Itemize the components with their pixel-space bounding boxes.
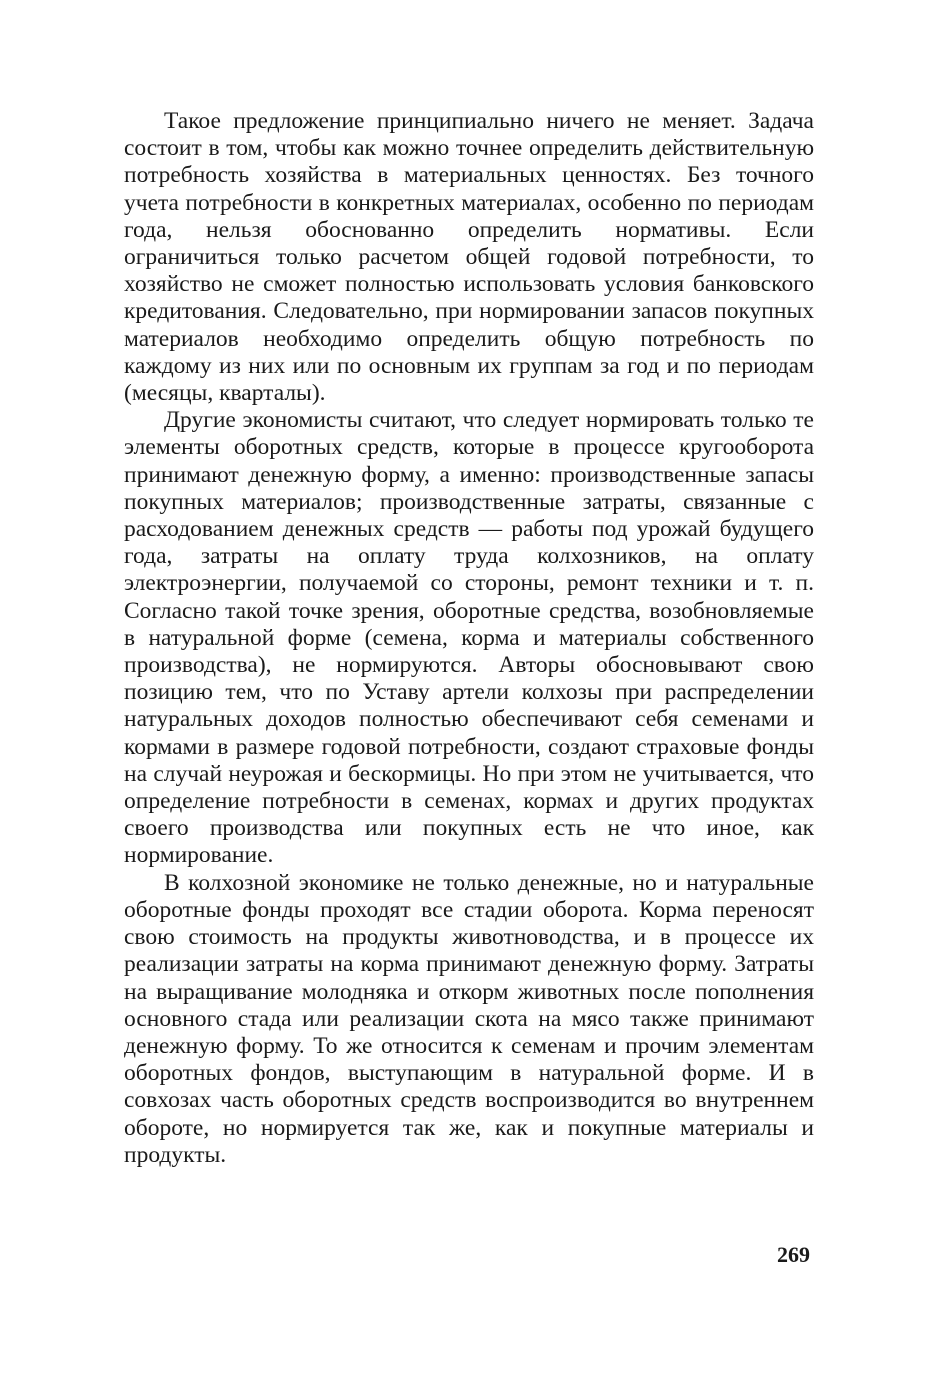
- paragraph-1: Такое предложение принципиально ничего не меняет. Задача состоит в том, чтобы как можно точнее определить действительную потребность хозяйства в материальных ценностях. Без точного учета потребности в конкретных материалах, особенно по периодам года, нельзя обоснованно определить нормативы. Если ограничиться только расчетом общей годовой потребности, то хозяйство не сможет полностью использовать условия банковского кредитования. Следовательно, при нормировании запасов покупных материалов необходимо определить общую потребность по каждому из них или по основным их группам за год и по периодам (месяцы, кварталы).: [124, 108, 814, 407]
- page-number: 269: [777, 1242, 810, 1267]
- body-text: [124, 108, 814, 1169]
- paragraph-3: В колхозной экономике не только денежные, но и натуральные оборотные фонды проходят все стадии оборота. Корма переносят свою стоимость на продукты животноводства, и в процессе их реализации затраты на корма принимают денежную форму. Затраты на выращивание молодняка и откорм животных после пополнения основного стада или реализации скота на мясо также принимают денежную форму. То же относится к семенам и прочим элементам оборотных фондов, выступающим в натуральной форме. И в совхозах часть оборотных средств воспроизводится во внутреннем обороте, но нормируется так же, как и покупные материалы и продукты.: [124, 869, 814, 1168]
- paragraph-2: Другие экономисты считают, что следует нормировать только те элементы оборотных средств, которые в процессе кругооборота принимают денежную форму, а именно: производственные запасы покупных материалов; производственные затраты, связанные с расходованием денежных средств — работы под урожай будущего года, затраты на оплату труда колхозников, на оплату электроэнергии, получаемой со стороны, ремонт техники и т. п. Согласно такой точке зрения, оборотные средства, возобновляемые в натуральной форме (семена, корма и материалы собственного производства), не нормируются. Авторы обосновывают свою позицию тем, что по Уставу артели колхозы при распределении натуральных доходов полностью обеспечивают себя семенами и кормами в размере годовой потребности, создают страховые фонды на случай неурожая и бескормицы. Но при этом не учитывается, что определение потребности в семенах, кормах и других продуктах своего производства или покупных есть не что иное, как нормирование.: [124, 407, 814, 869]
